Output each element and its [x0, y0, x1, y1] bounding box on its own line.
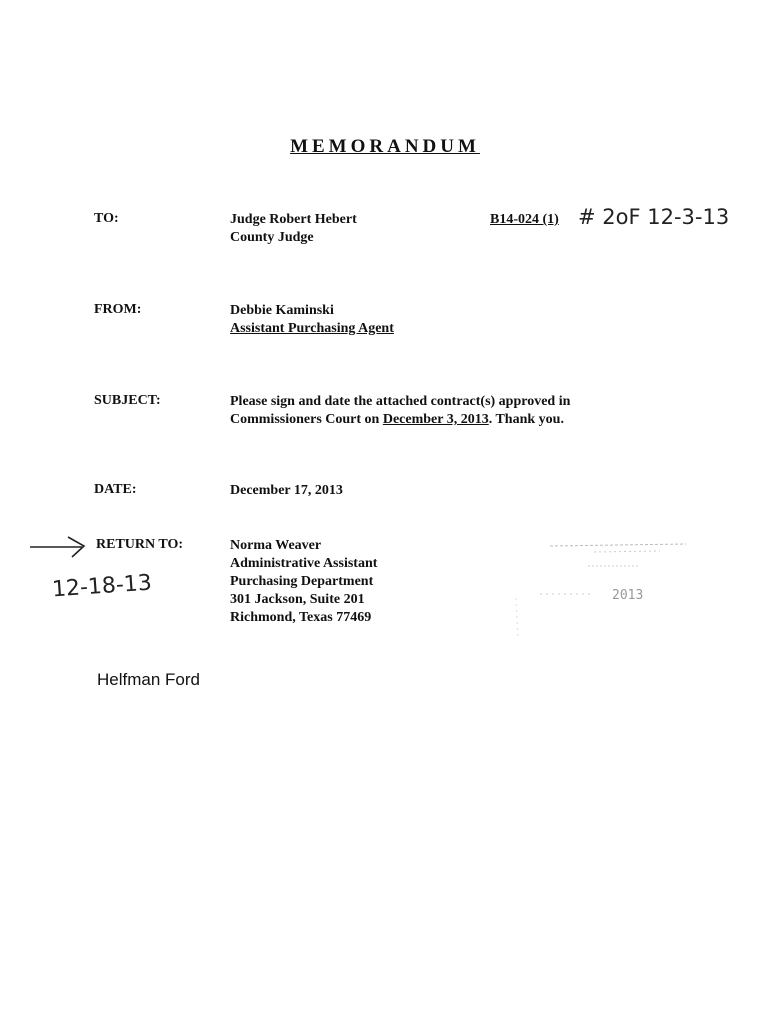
date-value: December 17, 2013: [230, 483, 343, 498]
return-department: Purchasing Department: [230, 574, 374, 589]
reference-code: B14-024 (1): [490, 212, 559, 227]
to-block: [230, 211, 357, 247]
handwritten-date: 12-18-13: [51, 570, 153, 603]
return-street: 301 Jackson, Suite 201: [230, 592, 365, 607]
stamp-year: 2013: [612, 588, 644, 603]
from-label: FROM:: [94, 302, 142, 317]
received-stamp: [510, 538, 700, 638]
to-label: TO:: [94, 211, 119, 226]
from-title: Assistant Purchasing Agent: [230, 321, 394, 336]
subject-line-2: [230, 411, 570, 429]
handwritten-reference: # 2oF 12-3-13: [578, 205, 730, 229]
to-name: Judge Robert Hebert: [230, 212, 357, 227]
return-to-block: [230, 537, 377, 627]
arrow-icon: [28, 534, 94, 565]
subject-block: [230, 393, 570, 429]
return-to-label: RETURN TO:: [96, 537, 184, 552]
return-city: Richmond, Texas 77469: [230, 610, 372, 625]
memo-title: MEMORANDUM: [290, 136, 480, 157]
to-title: County Judge: [230, 230, 314, 245]
footer-vendor: Helfman Ford: [97, 670, 200, 689]
return-name: Norma Weaver: [230, 538, 322, 553]
date-label: DATE:: [94, 482, 137, 497]
subject-label: SUBJECT:: [94, 393, 161, 408]
return-title: Administrative Assistant: [230, 556, 378, 571]
from-name: Debbie Kaminski: [230, 303, 334, 318]
subject-prefix: Commissioners Court on: [230, 412, 383, 427]
from-block: [230, 302, 394, 338]
subject-date: December 3, 2013: [382, 412, 489, 427]
subject-suffix: . Thank you.: [488, 412, 564, 427]
subject-line-1: Please sign and date the attached contract(s) approved in: [230, 394, 571, 409]
